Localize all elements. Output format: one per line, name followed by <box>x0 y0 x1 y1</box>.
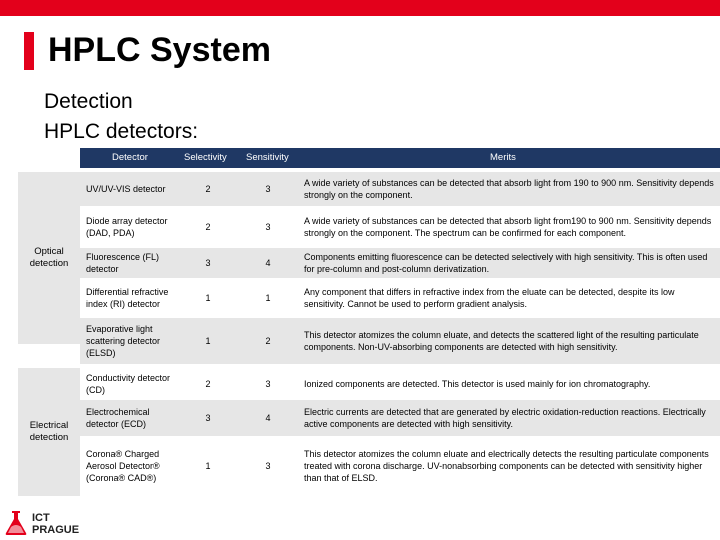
sensitivity-value: 4 <box>265 258 271 268</box>
merits-text: This detector atomizes the column eluate and electrically detects the resulting particulate components treated with corona discharge. UV-nonabsorbing components can be detected with sensitivity higher than that of ELSD. <box>304 449 709 483</box>
merits-text: This detector atomizes the column eluate, and detects the scattered light of the resulting particulate components. Non-UV-absorbing components are detected with high sensitivity. <box>304 330 699 352</box>
selectivity-value: 3 <box>205 258 211 268</box>
top-accent-rule <box>0 0 720 16</box>
sensitivity-value: 3 <box>265 461 271 471</box>
selectivity-value: 2 <box>205 379 211 389</box>
sensitivity-value: 3 <box>265 184 271 194</box>
merits-text: Components emitting fluorescence can be detected selectively with high sensitivity. This is often used for pre-column and post-column derivatization. <box>304 252 708 274</box>
detector-name: Diode array detector (DAD, PDA) <box>86 216 168 238</box>
selectivity-value: 1 <box>205 461 211 471</box>
selectivity-value: 1 <box>205 336 211 346</box>
selectivity-value: 2 <box>205 184 211 194</box>
title-accent-bar <box>24 32 34 70</box>
table-row <box>80 400 720 436</box>
merits-text: Any component that differs in refractive index from the eluate can be detected, despite its low sensitivity. Cannot be used to perform gradient analysis. <box>304 287 675 309</box>
merits-text: A wide variety of substances can be detected that absorb light from 190 to 900 nm. Sensitivity depends strongly on the component. <box>304 178 714 200</box>
merits-text: Ionized components are detected. This detector is used mainly for ion chromatography. <box>304 379 651 389</box>
column-header-merits: Merits <box>490 152 516 163</box>
table-header <box>80 148 720 168</box>
sensitivity-value: 3 <box>265 379 271 389</box>
detector-name: Evaporative light scattering detector (ELSD) <box>86 324 161 358</box>
detector-name: Differential refractive index (RI) detector <box>86 287 169 309</box>
page-title: HPLC System <box>48 31 271 69</box>
detector-name: Electrochemical detector (ECD) <box>86 407 150 429</box>
table-row <box>80 248 720 278</box>
detector-name: Fluorescence (FL) detector <box>86 252 160 274</box>
section-subheading: HPLC detectors: <box>44 120 199 143</box>
selectivity-value: 1 <box>205 293 211 303</box>
section-heading: Detection <box>44 90 133 113</box>
table-row <box>80 318 720 364</box>
merits-text: A wide variety of substances can be detected that absorb light from190 to 900 nm. Sensitivity depends strongly on the component. The spectrum can be confirmed for each component. <box>304 216 712 238</box>
logo-text-line2: PRAGUE <box>32 524 80 536</box>
table-row <box>80 436 720 496</box>
sensitivity-value: 4 <box>265 413 271 423</box>
table-row <box>80 206 720 248</box>
group-label-optical: Optical detection <box>18 172 80 344</box>
flask-logo-icon <box>4 510 28 536</box>
detector-name: UV/UV-VIS detector <box>86 184 166 194</box>
detector-name: Corona® Charged Aerosol Detector® (Corona® CAD®) <box>86 449 160 483</box>
detector-name: Conductivity detector (CD) <box>86 373 171 395</box>
sensitivity-value: 1 <box>265 293 271 303</box>
merits-text: Electric currents are detected that are generated by electric oxidation-reduction reactions. Electrically active components are detected with high sensitivity. <box>304 407 706 429</box>
table-row <box>80 172 720 206</box>
group-label-electrical: Electrical detection <box>18 368 80 496</box>
logo-text-line1: ICT <box>32 512 50 524</box>
table-row <box>80 278 720 318</box>
sensitivity-value: 2 <box>265 336 271 346</box>
sensitivity-value: 3 <box>265 222 271 232</box>
table-row <box>80 368 720 400</box>
selectivity-value: 2 <box>205 222 211 232</box>
selectivity-value: 3 <box>205 413 211 423</box>
column-header-selectivity: Selectivity <box>184 152 227 163</box>
ict-prague-logo <box>4 508 94 538</box>
column-header-sensitivity: Sensitivity <box>246 152 289 163</box>
column-header-detector: Detector <box>112 152 148 163</box>
